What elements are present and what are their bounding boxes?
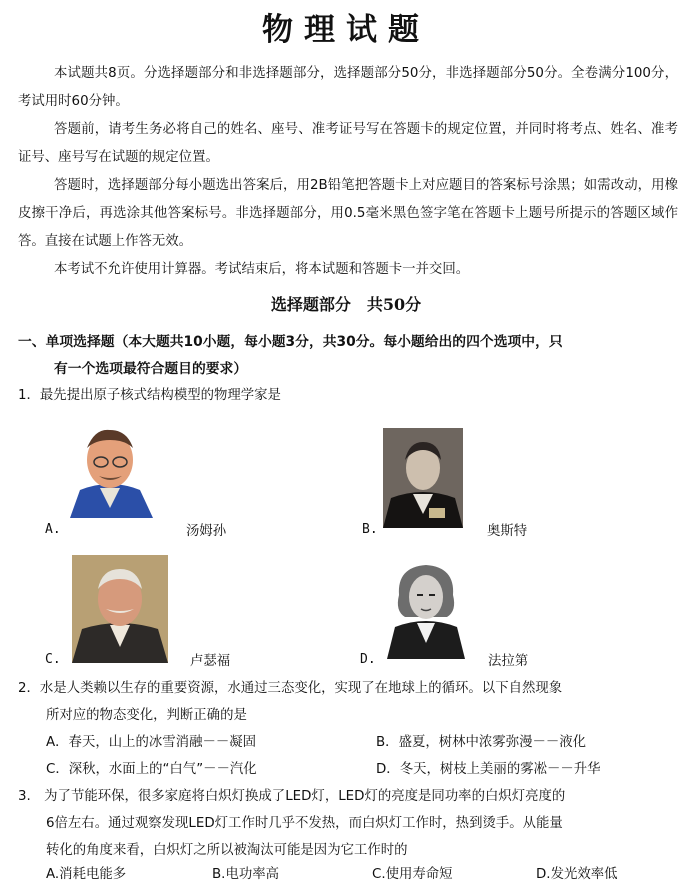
portrait-thomson-image bbox=[65, 418, 155, 518]
q3-option-d: D.发光效率低 bbox=[536, 867, 618, 882]
q1-option-a-letter: A. bbox=[45, 522, 61, 537]
question-3-stem bbox=[18, 783, 680, 864]
q1-option-d-letter: D. bbox=[360, 652, 376, 667]
question-3-line3: 转化的角度来看，白炽灯之所以被淘汰可能是因为它工作时的 bbox=[46, 843, 408, 858]
q3-option-a: A.消耗电能多 bbox=[46, 867, 127, 882]
part-heading-line1: 一、单项选择题（本大题共10小题，每小题3分，共30分。每小题给出的四个选项中，只 bbox=[18, 334, 563, 350]
q3-option-c: C.使用寿命短 bbox=[372, 867, 453, 882]
question-2-stem bbox=[18, 675, 680, 729]
instruction-paragraph: 答题前，请考生务必将自己的姓名、座号、准考证号写在答题卡的规定位置，并同时将考点、姓名、准考证号、座号写在试题的规定位置。 bbox=[18, 122, 678, 165]
portrait-rutherford-image bbox=[72, 555, 168, 663]
q2-option-c: C．深秋，水面上的“白气”－－汽化 bbox=[46, 762, 257, 777]
part-heading-line2: 有一个选项最符合题目的要求） bbox=[54, 361, 248, 377]
section-heading: 选择题部分 共50分 bbox=[270, 295, 422, 314]
question-2-line2: 所对应的物态变化，判断正确的是 bbox=[46, 708, 247, 723]
page-title: 物理试题 bbox=[262, 12, 430, 48]
portrait-faraday-image bbox=[385, 555, 467, 659]
question-1-stem: 1．最先提出原子核式结构模型的物理学家是 bbox=[18, 388, 281, 403]
q1-option-b-letter: B. bbox=[362, 522, 378, 537]
portrait-oersted-image bbox=[383, 428, 463, 528]
q1-option-c-name: 卢瑟福 bbox=[190, 654, 231, 669]
q1-option-a-name: 汤姆孙 bbox=[186, 524, 227, 539]
q2-option-d: D．冬天，树枝上美丽的雾凇－－升华 bbox=[376, 762, 601, 777]
question-2-line1: 2．水是人类赖以生存的重要资源，水通过三态变化，实现了在地球上的循环。以下自然现象 bbox=[18, 681, 563, 696]
part-heading bbox=[18, 329, 680, 383]
q1-option-b-name: 奥斯特 bbox=[487, 524, 528, 539]
question-3-line2: 6倍左右。通过观察发现LED灯工作时几乎不发热，而白炽灯工作时，热到烫手。从能量 bbox=[46, 816, 563, 831]
q3-option-b: B.电功率高 bbox=[212, 867, 280, 882]
instruction-paragraph: 答题时，选择题部分每小题选出答案后，用2B铅笔把答题卡上对应题目的答案标号涂黑；如需改动，用橡皮擦干净后，再选涂其他答案标号。非选择题部分，用0.5毫米黑色签字笔在答题卡上题号所提示的答题区域作答。直接在试题上作答无效。 bbox=[18, 178, 678, 249]
q2-option-b: B．盛夏，树林中浓雾弥漫－－液化 bbox=[376, 735, 587, 750]
q2-option-a: A．春天，山上的冰雪消融－－凝固 bbox=[46, 735, 257, 750]
instruction-paragraph: 本考试不允许使用计算器。考试结束后，将本试题和答题卡一并交回。 bbox=[54, 262, 470, 277]
instruction-paragraph: 本试题共8页。分选择题部分和非选择题部分，选择题部分50分，非选择题部分50分。全卷满分100分，考试用时60分钟。 bbox=[18, 66, 678, 109]
question-3-line1: 3. 为了节能环保，很多家庭将白炽灯换成了LED灯，LED灯的亮度是同功率的白炽灯亮度的 bbox=[18, 789, 566, 804]
q1-option-d-name: 法拉第 bbox=[488, 654, 529, 669]
q1-option-c-letter: C. bbox=[45, 652, 61, 667]
